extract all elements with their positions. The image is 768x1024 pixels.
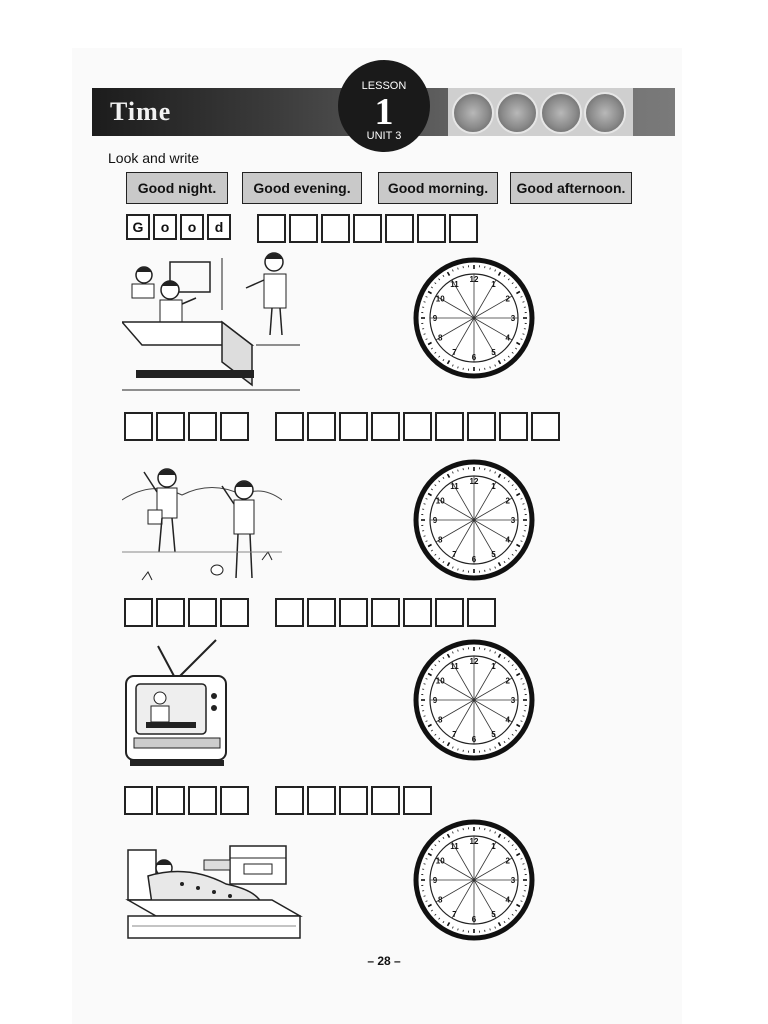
clock-numeral: 9: [432, 314, 438, 323]
clock-numeral: 9: [432, 696, 438, 705]
clock-face[interactable]: [413, 459, 535, 581]
letter-box[interactable]: [339, 412, 368, 441]
clock-numeral: 11: [450, 280, 459, 290]
letter-box[interactable]: o: [180, 214, 204, 240]
clock-numeral: 8: [437, 535, 443, 545]
letter-box[interactable]: [124, 412, 153, 441]
letter-box[interactable]: [531, 412, 560, 441]
letter-box[interactable]: [371, 598, 400, 627]
clock-numeral: 4: [505, 715, 511, 725]
letter-box[interactable]: [156, 598, 185, 627]
clock-numeral: 7: [452, 909, 457, 919]
outdoor-greeting-icon: [122, 460, 282, 588]
clock-numeral: 2: [505, 676, 511, 686]
clock-numeral: 5: [491, 909, 496, 919]
letter-box[interactable]: [220, 412, 249, 441]
letter-box[interactable]: [353, 214, 382, 243]
phrase-box: Good morning.: [378, 172, 498, 204]
lesson-number: 1: [374, 91, 394, 133]
lesson-label: LESSON: [361, 80, 407, 92]
clock-numeral: 4: [505, 535, 511, 545]
classroom-greeting-icon: [122, 250, 302, 395]
letter-box[interactable]: [449, 214, 478, 243]
clock-numeral: 10: [435, 676, 445, 686]
phrase-box: Good afternoon.: [510, 172, 632, 204]
letter-box[interactable]: [156, 786, 185, 815]
clock-numeral: 9: [432, 876, 438, 885]
letter-box[interactable]: [371, 786, 400, 815]
page-title: Time: [110, 97, 172, 126]
letter-box[interactable]: [307, 598, 336, 627]
clock-numeral: 4: [505, 895, 511, 905]
clock-numeral: 12: [469, 477, 479, 486]
clock-numeral: 11: [450, 662, 459, 672]
clock-numeral: 10: [435, 856, 445, 866]
letter-box[interactable]: [385, 214, 414, 243]
clock-numeral: 6: [471, 353, 477, 362]
letter-box[interactable]: G: [126, 214, 150, 240]
letter-box[interactable]: o: [153, 214, 177, 240]
clock-numeral: 2: [505, 856, 511, 866]
clock-numeral: 7: [452, 549, 457, 559]
letter-box[interactable]: [467, 412, 496, 441]
phrase-box: Good evening.: [242, 172, 362, 204]
lesson-badge: [338, 60, 430, 152]
child-in-bed-icon: [122, 840, 304, 944]
night-scene-icon: [584, 92, 626, 134]
clock-face[interactable]: [413, 257, 535, 379]
letter-box[interactable]: [417, 214, 446, 243]
letter-box[interactable]: [220, 598, 249, 627]
instruction-text: Look and write: [108, 150, 200, 166]
clock-numeral: 3: [510, 516, 516, 525]
afternoon-scene-icon: [496, 92, 538, 134]
letter-box[interactable]: [188, 786, 217, 815]
letter-box[interactable]: [499, 412, 528, 441]
letter-box[interactable]: [403, 786, 432, 815]
letter-box[interactable]: [321, 214, 350, 243]
clock-numeral: 3: [510, 696, 516, 705]
clock-numeral: 1: [491, 482, 496, 492]
clock-face[interactable]: [413, 639, 535, 761]
clock-numeral: 6: [471, 555, 477, 564]
clock-numeral: 1: [491, 280, 496, 290]
letter-box[interactable]: [156, 412, 185, 441]
clock-numeral: 12: [469, 657, 479, 666]
clock-numeral: 2: [505, 294, 511, 304]
letter-box[interactable]: [307, 412, 336, 441]
clock-numeral: 1: [491, 662, 496, 672]
letter-box[interactable]: [257, 214, 286, 243]
clock-numeral: 9: [432, 516, 438, 525]
letter-box[interactable]: [435, 598, 464, 627]
clock-numeral: 5: [491, 549, 496, 559]
clock-numeral: 3: [510, 314, 516, 323]
header-thumbnails: [448, 88, 633, 136]
unit-label: UNIT 3: [366, 130, 402, 142]
clock-numeral: 6: [471, 915, 477, 924]
clock-numeral: 11: [450, 482, 459, 492]
clock-numeral: 12: [469, 837, 479, 846]
clock-numeral: 2: [505, 496, 511, 506]
answer-row: [126, 214, 478, 243]
clock-numeral: 4: [505, 333, 511, 343]
letter-box[interactable]: [188, 412, 217, 441]
clock-numeral: 8: [437, 333, 443, 343]
answer-row: [124, 598, 496, 627]
clock-numeral: 5: [491, 347, 496, 357]
answer-row: [124, 786, 432, 815]
clock-numeral: 7: [452, 347, 457, 357]
clock-face[interactable]: [413, 819, 535, 941]
clock-numeral: 8: [437, 895, 443, 905]
letter-box[interactable]: [289, 214, 318, 243]
letter-box[interactable]: [220, 786, 249, 815]
clock-numeral: 1: [491, 842, 496, 852]
television-icon: [122, 638, 232, 770]
letter-box[interactable]: [124, 598, 153, 627]
letter-box[interactable]: [188, 598, 217, 627]
letter-box[interactable]: d: [207, 214, 231, 240]
letter-box[interactable]: [275, 412, 304, 441]
letter-box[interactable]: [339, 786, 368, 815]
clock-numeral: 7: [452, 729, 457, 739]
letter-box[interactable]: [403, 412, 432, 441]
morning-scene-icon: [452, 92, 494, 134]
phrase-box: Good night.: [126, 172, 228, 204]
clock-numeral: 10: [435, 496, 445, 506]
clock-numeral: 5: [491, 729, 496, 739]
clock-numeral: 8: [437, 715, 443, 725]
letter-box[interactable]: [275, 786, 304, 815]
clock-numeral: 10: [435, 294, 445, 304]
answer-row: [124, 412, 560, 441]
page-number: – 28 –: [367, 954, 401, 968]
evening-scene-icon: [540, 92, 582, 134]
clock-numeral: 12: [469, 275, 479, 284]
letter-box[interactable]: [467, 598, 496, 627]
letter-box[interactable]: [371, 412, 400, 441]
clock-numeral: 11: [450, 842, 459, 852]
letter-box[interactable]: [307, 786, 336, 815]
clock-numeral: 6: [471, 735, 477, 744]
clock-numeral: 3: [510, 876, 516, 885]
letter-box[interactable]: [124, 786, 153, 815]
letter-box[interactable]: [339, 598, 368, 627]
letter-box[interactable]: [435, 412, 464, 441]
letter-box[interactable]: [275, 598, 304, 627]
letter-box[interactable]: [403, 598, 432, 627]
